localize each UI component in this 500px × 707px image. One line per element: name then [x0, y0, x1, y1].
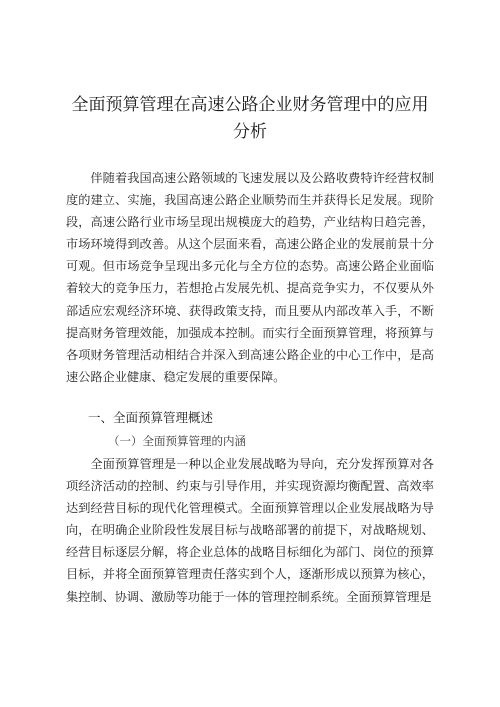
document-title: 全面预算管理在高速公路企业财务管理中的应用分析: [71, 95, 429, 142]
body-paragraph: 伴随着我国高速公路领域的飞速发展以及公路收费特许经营权制度的建立、实施，我国高速公路企业顺势而生并获得长足发展。现阶段，高速公路行业市场呈现出规模庞大的趋势，产业结构日趋完善，市场环境得到改善。从这个层面来看，高速公路企业的发展前景十分可观。但市场竞争呈现出多元化与全方位的态势。高速公路企业面临着较大的竞争压力，若想抢占发展先机、提高竞争实力，不仅要从外部适应宏观经济环境、获得政策支持，而且要从内部改革入手，不断提高财务管理效能，加强成本控制。而实行全面预算管理，将预算与各项财务管理活动相结合并深入到高速公路企业的中心工作中，是高速公路企业健康、稳定发展的重要保障。: [66, 171, 434, 384]
section-heading: 一、全面预算管理概述: [88, 410, 214, 425]
body-paragraph: 全面预算管理是一种以企业发展战略为导向，充分发挥预算对各项经济活动的控制、约束与引导作用，并实现资源均衡配置、高效率达到经营目标的现代化管理模式。全面预算管理以企业发展战略为导向，在明确企业阶段性发展目标与战略部署的前提下，对战略规划、经营目标逐层分解，将企业总体的战略目标细化为部门、岗位的预算目标，并将全面预算管理责任落实到个人，逐渐形成以预算为核心，集控制、协调、激励等功能于一体的管理控制系统。全面预算管理是: [66, 457, 434, 604]
subsection-heading: （一）全面预算管理的内涵: [108, 434, 246, 448]
